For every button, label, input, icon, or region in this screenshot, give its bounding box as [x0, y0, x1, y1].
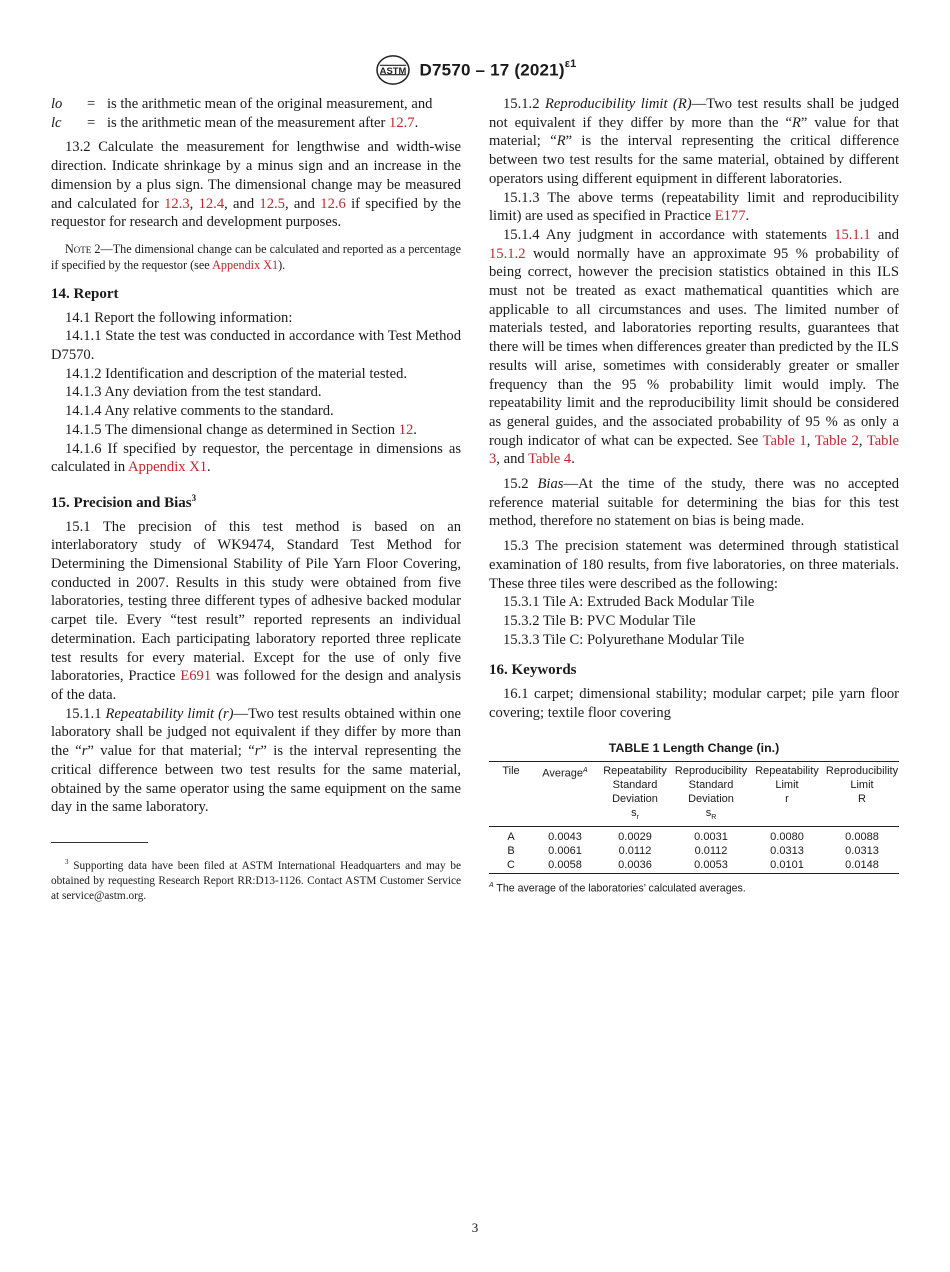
- section-heading-14: 14. Report: [51, 285, 119, 302]
- ref-appendix-x1-link-2[interactable]: Appendix X1: [128, 459, 208, 476]
- footnote-3: $^3$ Supporting data have been filed at ASTM International Headquarters and may be obtained by requesting Research Report RR:D13-1126. Contact ASTM Customer Service at service@astm.org.: [51, 857, 461, 902]
- right-column: [489, 95, 899, 899]
- page-number: 3: [471, 1220, 479, 1235]
- para-13-2: 13.2 Calculate the measurement for lengthwise and width-wise direction. Indicate shrinkage by a minus sign and an increase in the dimension by a plus sign. The dimensional change may be measured and calculated for 12.3, 12.4, and 12.5, and 12.6 if specified by the requestor for research and development purposes.: [51, 139, 461, 231]
- para-14-1-5: 14.1.5 The dimensional change as determined in Section 12.: [65, 421, 417, 438]
- ref-12-6-link[interactable]: 12.6: [320, 195, 346, 212]
- table-1-title: TABLE 1 Length Change (in.): [608, 740, 780, 755]
- para-14-1-1: 14.1.1 State the test was conducted in accordance with Test Method D7570.: [51, 328, 461, 364]
- svg-text:ASTM: ASTM: [379, 64, 406, 76]
- table-header-row: [489, 762, 899, 827]
- para-14-1-6: 14.1.6 If specified by requestor, the percentage in dimensions as calculated in Appendix X1.: [51, 440, 461, 476]
- col-repeatability-limit: Repeatability Limit r: [749, 762, 825, 827]
- footnote-divider: [51, 842, 148, 843]
- note-2: Note 2—The dimensional change can be calculated and reported as a percentage if specified by the requestor (see Appendix X1).: [51, 241, 462, 272]
- section-heading-15: 15. Precision and Bias$^3$: [51, 492, 197, 511]
- table-1-footnote: $^A$ The average of the laboratories’ calculated averages.: [489, 882, 746, 895]
- section-heading-16: 16. Keywords: [489, 662, 577, 679]
- para-15-3-1: 15.3.1 Tile A: Extruded Back Modular Tile: [503, 594, 755, 611]
- para-15-3-3: 15.3.3 Tile C: Polyurethane Modular Tile: [503, 631, 745, 648]
- ref-12-7-link[interactable]: 12.7: [389, 114, 415, 131]
- ref-15-1-1-link[interactable]: 15.1.1: [834, 226, 871, 243]
- para-16-1: 16.1 carpet; dimensional stability; modular carpet; pile yarn floor covering; textile floor covering: [489, 686, 899, 721]
- para-14-1: 14.1 Report the following information:: [65, 309, 293, 326]
- para-15-3-2: 15.3.2 Tile B: PVC Modular Tile: [503, 612, 696, 629]
- table-row: B 0.0061 0.0112 0.0112 0.0313 0.0313: [507, 845, 879, 858]
- para-15-1: 15.1 The precision of this test method is based on an interlaboratory study of WK9474, Standard Test Method for Determining the Dimensional Stability of Pile Yarn Floor Covering, conducted in 2007. Results in this study were obtained from five laboratories, testing three different types of adhesive backed modular carpet tile. Every “test result” reported represents an individual determination. Each participating laboratory reported three replicate test results for every material. Except for the use of only five laboratories, Practice E691 was followed for the design and analysis of the data.: [51, 518, 462, 703]
- para-14-1-2: 14.1.2 Identification and description of the material tested.: [65, 365, 408, 382]
- para-15-2: 15.2 Bias—At the time of the study, there was no accepted reference material suitable for determining the bias for this test method, therefore no statement on bias is being made.: [489, 476, 899, 530]
- para-14-1-4: 14.1.4 Any relative comments to the standard.: [65, 403, 334, 420]
- para-15-1-2: 15.1.2 Reproducibility limit (R)—Two test results shall be judged not equivalent if they differ by more than the “R” value for that material; “R” is the interval representing the critical difference between two test results for the same material, obtained by different operators using different equipment in different laboratories.: [489, 96, 899, 187]
- col-reproducibility-sd: Reproducibility Standard Deviation $s_R$: [673, 762, 749, 827]
- para-14-1-3: 14.1.3 Any deviation from the test standard.: [65, 384, 322, 401]
- ref-e691-link[interactable]: E691: [180, 668, 212, 685]
- left-column: [51, 95, 461, 904]
- ref-section-12-link[interactable]: 12: [398, 421, 414, 438]
- ref-12-4-link[interactable]: 12.4: [198, 195, 225, 212]
- ref-appendix-x1-link[interactable]: Appendix X1: [212, 257, 279, 272]
- length-change-table: [489, 761, 899, 874]
- definition-lc: lc = is the arithmetic mean of the measurement after 12.7.: [51, 114, 419, 131]
- astm-logo-icon: [374, 54, 412, 86]
- ref-table-3-link[interactable]: Table 3: [489, 432, 900, 468]
- para-15-1-4: 15.1.4 Any judgment in accordance with statements 15.1.1 and 15.1.2 would normally have an approximate 95 % probability of being correct, however the precision statistics obtained in this ILS must not be treated as exact mathematical quantities which are applicable to all circumstances and uses. The limited number of materials tested, and laboratories reporting results, guarantees that there will be times when differences greater than predicted by the ILS results will arise, sometimes with considerably greater or smaller frequency than the 95 % probability limit would imply. The repeatability limit and the reproducibility limit should be considered as general guides, and the associated probability of 95 % as only a rough indicator of what can be expected. See Table 1, Table 2, Table 3, and Table 4.: [489, 226, 900, 468]
- ref-12-5-link[interactable]: 12.5: [259, 195, 285, 212]
- definition-lo: lo = is the arithmetic mean of the original measurement, and: [51, 96, 433, 112]
- ref-15-1-2-link[interactable]: 15.1.2: [489, 245, 526, 262]
- ref-12-3-link[interactable]: 12.3: [164, 195, 190, 212]
- table-1: [489, 739, 899, 899]
- ref-table-2-link[interactable]: Table 2: [814, 432, 859, 449]
- ref-table-1-link[interactable]: Table 1: [762, 432, 807, 449]
- page-header: [0, 52, 950, 88]
- para-15-1-1: 15.1.1 Repeatability limit (r)—Two test results obtained within one laboratory shall be judged not equivalent if they differ by more than the “r” value for that material; “r” is the interval representing the critical difference between two test results for the same material, obtained by the same operator using the same equipment on the same day in the same laboratory.: [51, 705, 461, 816]
- col-repeatability-sd: Repeatability Standard Deviation $s_r$: [597, 762, 673, 827]
- col-tile: Tile: [489, 762, 533, 827]
- para-15-3: 15.3 The precision statement was determined through statistical examination of 180 results, from five laboratories, on three materials. These three tiles were described as the following:: [489, 538, 899, 592]
- para-15-1-3: 15.1.3 The above terms (repeatability limit and reproducibility limit) are used as specified in Practice E177.: [489, 189, 899, 225]
- col-average: Average$^A$: [533, 762, 597, 827]
- ref-e177-link[interactable]: E177: [714, 208, 746, 225]
- col-reproducibility-limit: Reproducibility Limit R: [825, 762, 899, 827]
- ref-table-4-link[interactable]: Table 4: [528, 451, 572, 468]
- standard-designation: D7570 – 17 $(2021)^{\varepsilon 1}$: [419, 57, 577, 80]
- table-row: C 0.0058 0.0036 0.0053 0.0101 0.0148: [489, 858, 899, 874]
- table-row: A 0.0043 0.0029 0.0031 0.0080 0.0088: [507, 831, 879, 844]
